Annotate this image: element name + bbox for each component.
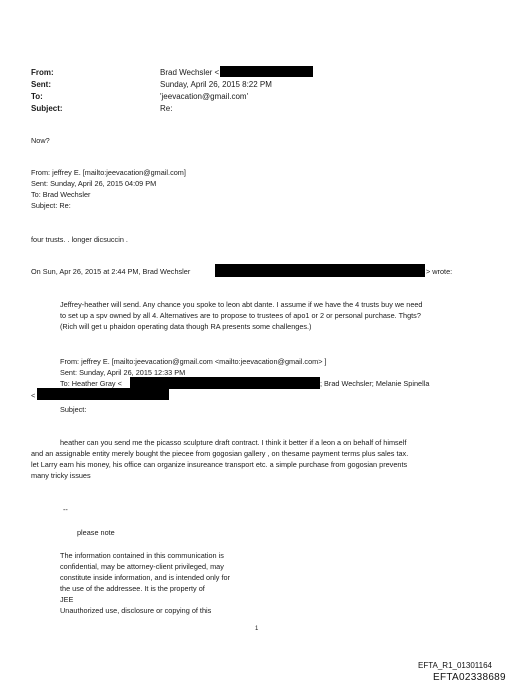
body-line: four trusts. . longer dicsuccin . (31, 235, 128, 244)
bates-id-1: EFTA_R1_01301164 (418, 661, 492, 670)
signature-dash: -- (63, 505, 68, 514)
subject-value: Re: (160, 104, 173, 113)
bracket-char: < (31, 391, 36, 400)
quoted-to: To: Brad Wechsler (31, 190, 91, 199)
bates-id-2: EFTA02338689 (433, 672, 506, 683)
body-line: Now? (31, 136, 50, 145)
disclaimer-line: constitute inside information, and is intended only for (60, 573, 230, 582)
body-line: (Rich will get u phaidon operating data though RA presents some challenges.) (60, 322, 312, 331)
redaction-box (37, 388, 169, 400)
disclaimer-line: JEE (60, 595, 74, 604)
quoted-subject: Subject: (60, 405, 87, 414)
on-date-wrote-suffix: > wrote: (426, 267, 453, 276)
body-line: and an assignable entity merely bought the piecee from gogosian gallery , on thesame payment terms plus sales tax. (31, 449, 409, 458)
quoted-subject: Subject: Re: (31, 201, 71, 210)
disclaimer-line: The information contained in this communication is (60, 551, 224, 560)
quoted-sent: Sent: Sunday, April 26, 2015 12:33 PM (60, 368, 186, 377)
please-note: please note (77, 528, 115, 537)
from-label: From: (31, 68, 54, 77)
body-line: let Larry earn his money, his office can organize insureance transport etc. a simple purchase from gogosian prevents (31, 460, 408, 469)
on-date-wrote-prefix: On Sun, Apr 26, 2015 at 2:44 PM, Brad Wechsler (31, 267, 191, 276)
quoted-from: From: jeffrey E. [mailto:jeevacation@gmail.com] (31, 168, 186, 177)
quoted-to-rest: ; Brad Wechsler; Melanie Spinella (320, 379, 430, 388)
subject-label: Subject: (31, 104, 63, 113)
to-value: 'jeevacation@gmail.com' (160, 92, 249, 101)
disclaimer-line: the use of the addressee. It is the property of (60, 584, 205, 593)
body-line: many tricky issues (31, 471, 91, 480)
quoted-from: From: jeffrey E. [mailto:jeevacation@gmail.com <mailto:jeevacation@gmail.com> ] (60, 357, 327, 366)
redaction-box (215, 264, 425, 277)
sent-value: Sunday, April 26, 2015 8:22 PM (160, 80, 272, 89)
disclaimer-line: Unauthorized use, disclosure or copying of this (60, 606, 212, 615)
page-number: 1 (255, 626, 259, 632)
body-line: heather can you send me the picasso sculpture draft contract. I think it better if a leon a on behalf of himself (60, 438, 407, 447)
quoted-sent: Sent: Sunday, April 26, 2015 04:09 PM (31, 179, 157, 188)
sent-label: Sent: (31, 80, 51, 89)
from-value: Brad Wechsler < (160, 68, 220, 77)
body-line: to set up a spv owned by all 4. Alternatives are to propose to trustees of apo1 or 2 or personal purchase. Thgts? (60, 311, 421, 320)
redaction-box (220, 66, 313, 77)
quoted-to: To: Heather Gray < (60, 379, 122, 388)
body-line: Jeffrey-heather will send. Any chance you spoke to leon abt dante. I assume if we have the 4 trusts buy we need (60, 300, 423, 309)
to-label: To: (31, 92, 43, 101)
disclaimer-line: confidential, may be attorney-client privileged, may (60, 562, 224, 571)
